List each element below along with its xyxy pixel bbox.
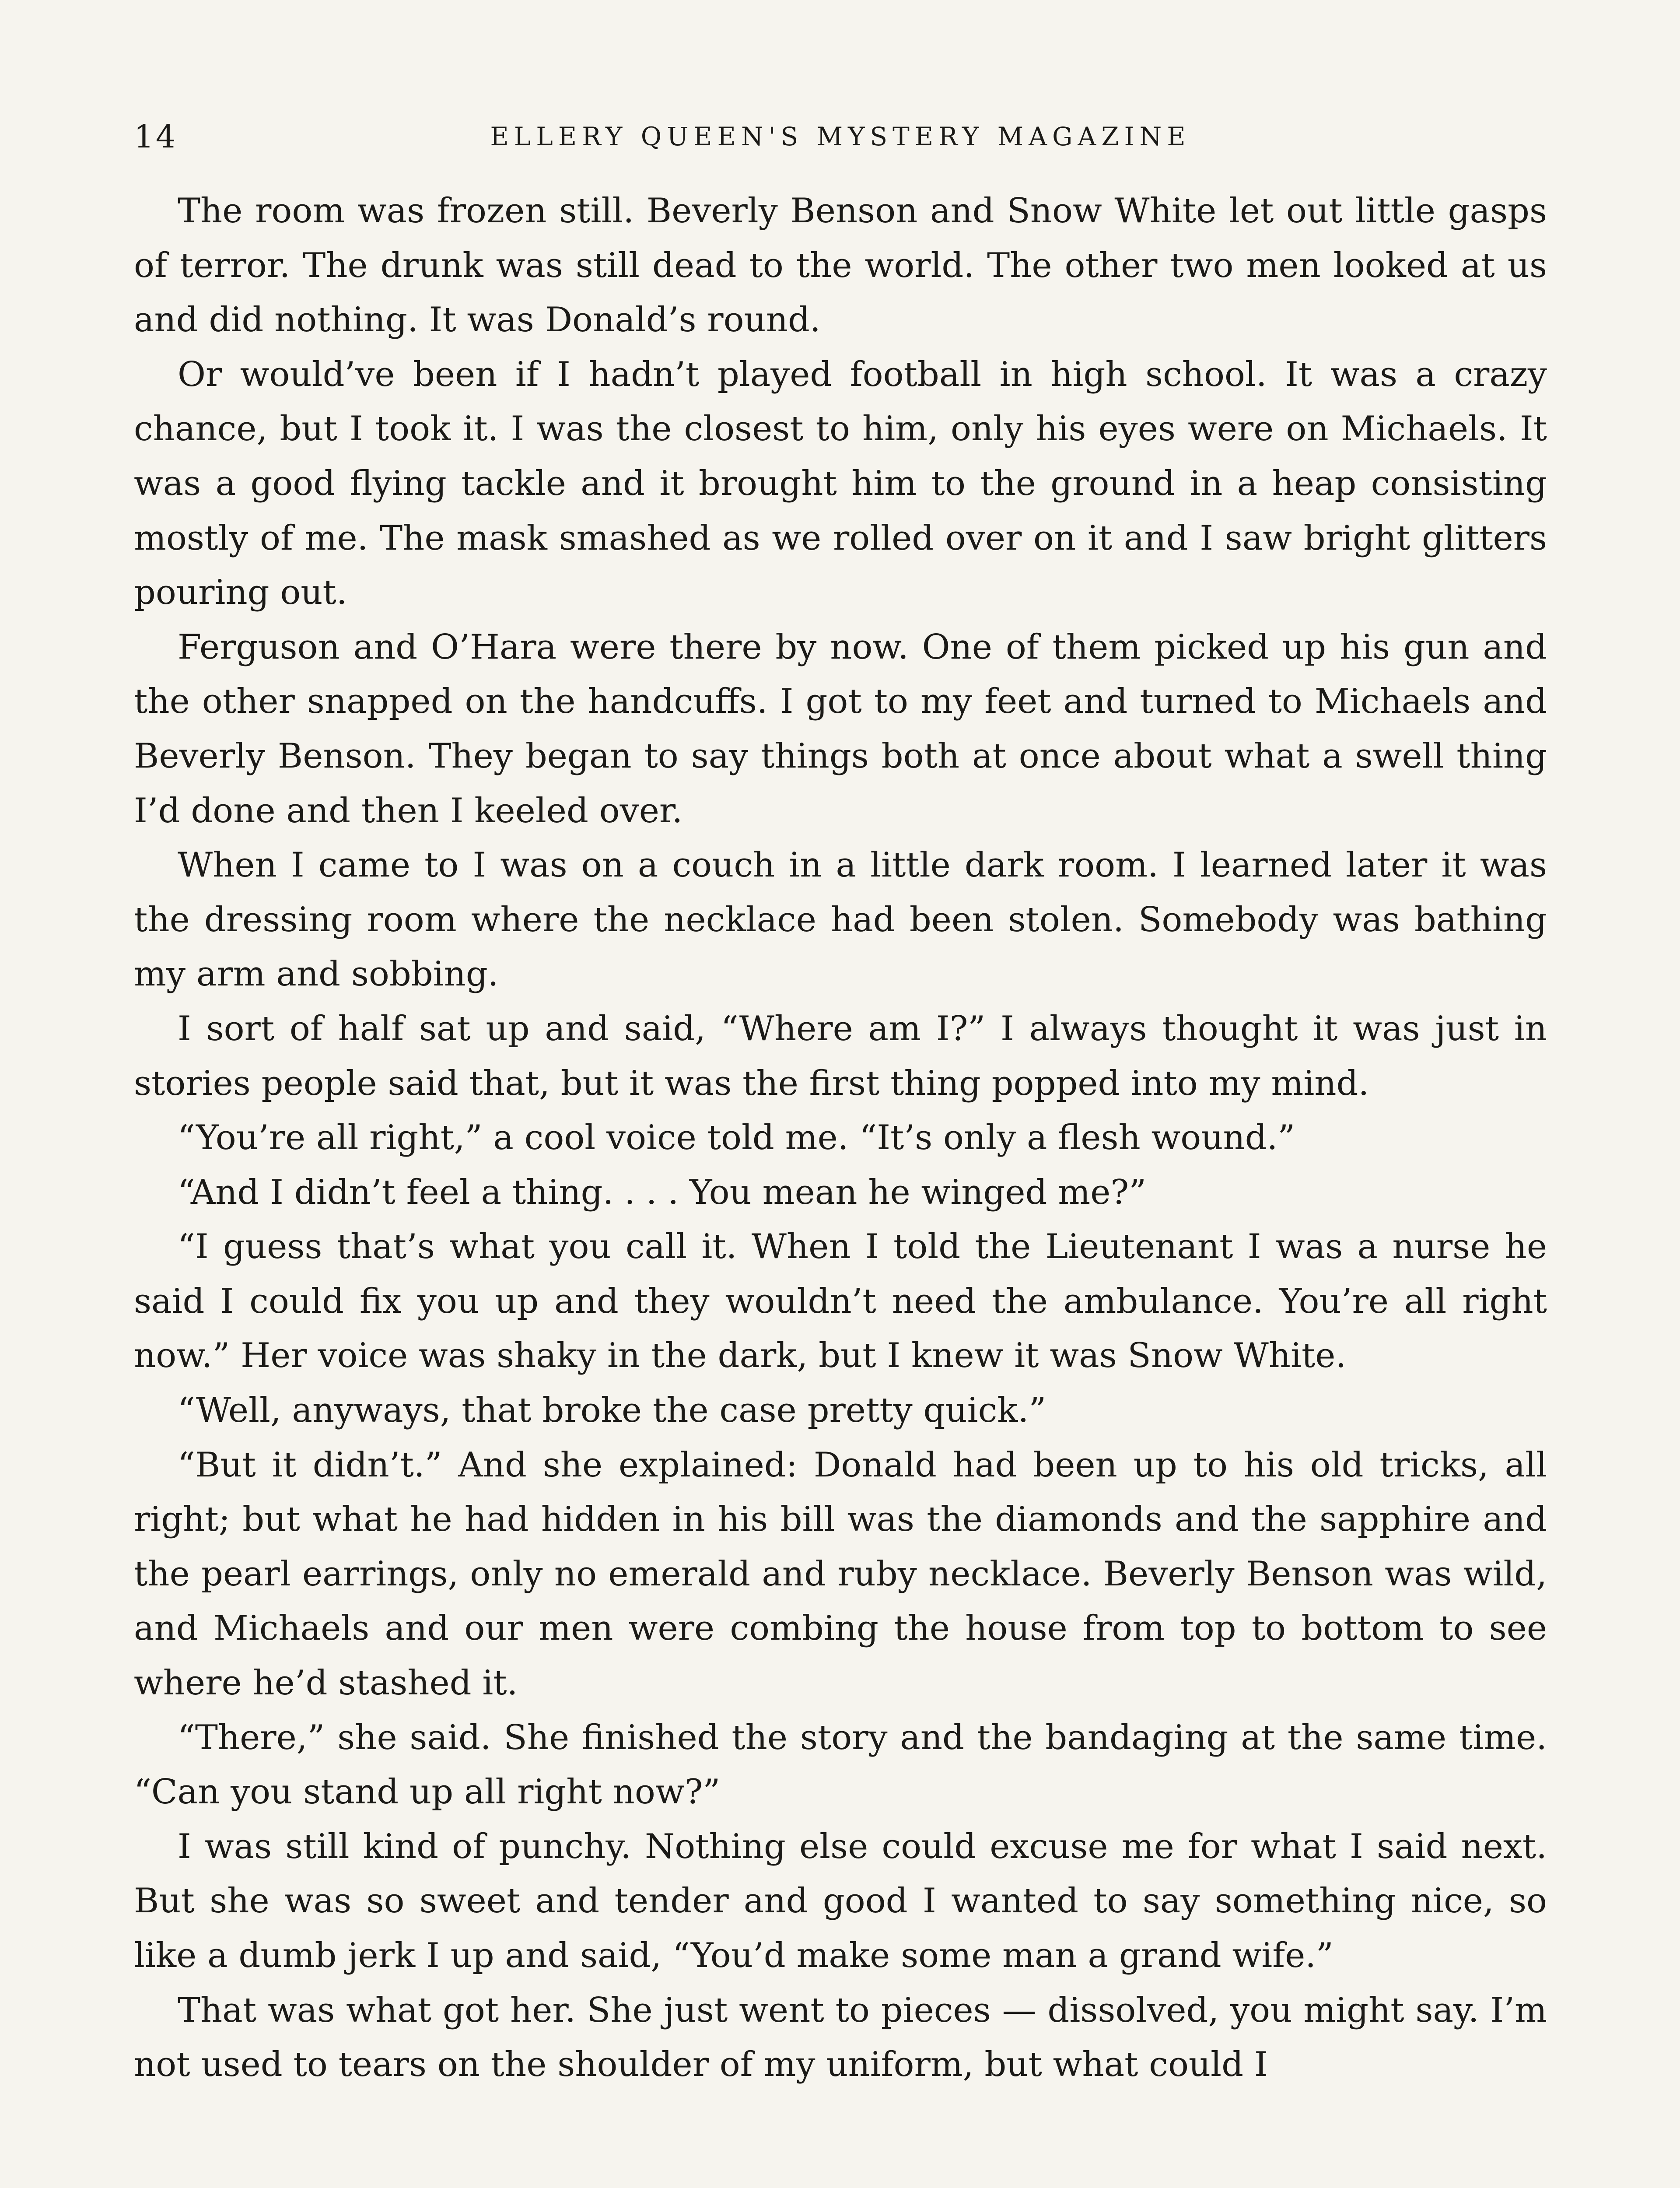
- page-header: [134, 115, 1547, 158]
- paragraph: “You’re all right,” a cool voice told me. “It’s only a flesh wound.”: [178, 1118, 1295, 1158]
- paragraph: “Well, anyways, that broke the case pretty quick.”: [178, 1391, 1046, 1431]
- paragraph: “And I didn’t feel a thing. . . . You mean he winged me?”: [178, 1172, 1147, 1212]
- paragraph: Ferguson and O’Hara were there by now. One of them picked up his gun and the other snapped on the handcuffs. I got to my feet and turned to Michaels and Beverly Benson. They began to say things both at once about what a swell thing I’d done and then I keeled over.: [134, 627, 1547, 831]
- paragraph: The room was frozen still. Beverly Benson and Snow White let out little gasps of terror. The drunk was still dead to the world. The other two men looked at us and did nothing. It was Donald’s round.: [134, 191, 1547, 340]
- paragraph: “I guess that’s what you call it. When I told the Lieutenant I was a nurse he said I could fix you up and they wouldn’t need the ambulance. You’re all right now.” Her voice was shaky in the dark, but I knew it was Snow White.: [134, 1227, 1547, 1376]
- paragraph: I was still kind of punchy. Nothing else could excuse me for what I said next. But she was so sweet and tender and good I wanted to say something nice, so like a dumb jerk I up and said, “You’d make some man a grand wife.”: [134, 1827, 1547, 1975]
- page-number: 14: [134, 118, 178, 155]
- paragraph: Or would’ve been if I hadn’t played football in high school. It was a crazy chance, but I took it. I was the closest to him, only his eyes were on Michaels. It was a good flying tackle and it brought him to the ground in a heap consisting mostly of me. The mask smashed as we rolled over on it and I saw bright glitters pouring out.: [134, 354, 1547, 613]
- running-head: ELLERY QUEEN'S MYSTERY MAGAZINE: [490, 122, 1191, 151]
- paragraph: When I came to I was on a couch in a little dark room. I learned later it was the dressing room where the necklace had been stolen. Somebody was bathing my arm and sobbing.: [134, 845, 1547, 994]
- paragraph: That was what got her. She just went to pieces — dissolved, you might say. I’m not used to tears on the shoulder of my uniform, but what could I: [134, 1990, 1547, 2085]
- paragraph: I sort of half sat up and said, “Where am I?” I always thought it was just in stories people said that, but it was the first thing popped into my mind.: [134, 1009, 1547, 1103]
- story-text: [134, 184, 1547, 2092]
- paragraph: “But it didn’t.” And she explained: Donald had been up to his old tricks, all right; but what he had hidden in his bill was the diamonds and the sapphire and the pearl earrings, only no emerald and ruby necklace. Beverly Benson was wild, and Michaels and our men were combing the house from top to bottom to see where he’d stashed it.: [134, 1445, 1547, 1703]
- paragraph: “There,” she said. She finished the story and the bandaging at the same time. “Can you stand up all right now?”: [134, 1718, 1547, 1812]
